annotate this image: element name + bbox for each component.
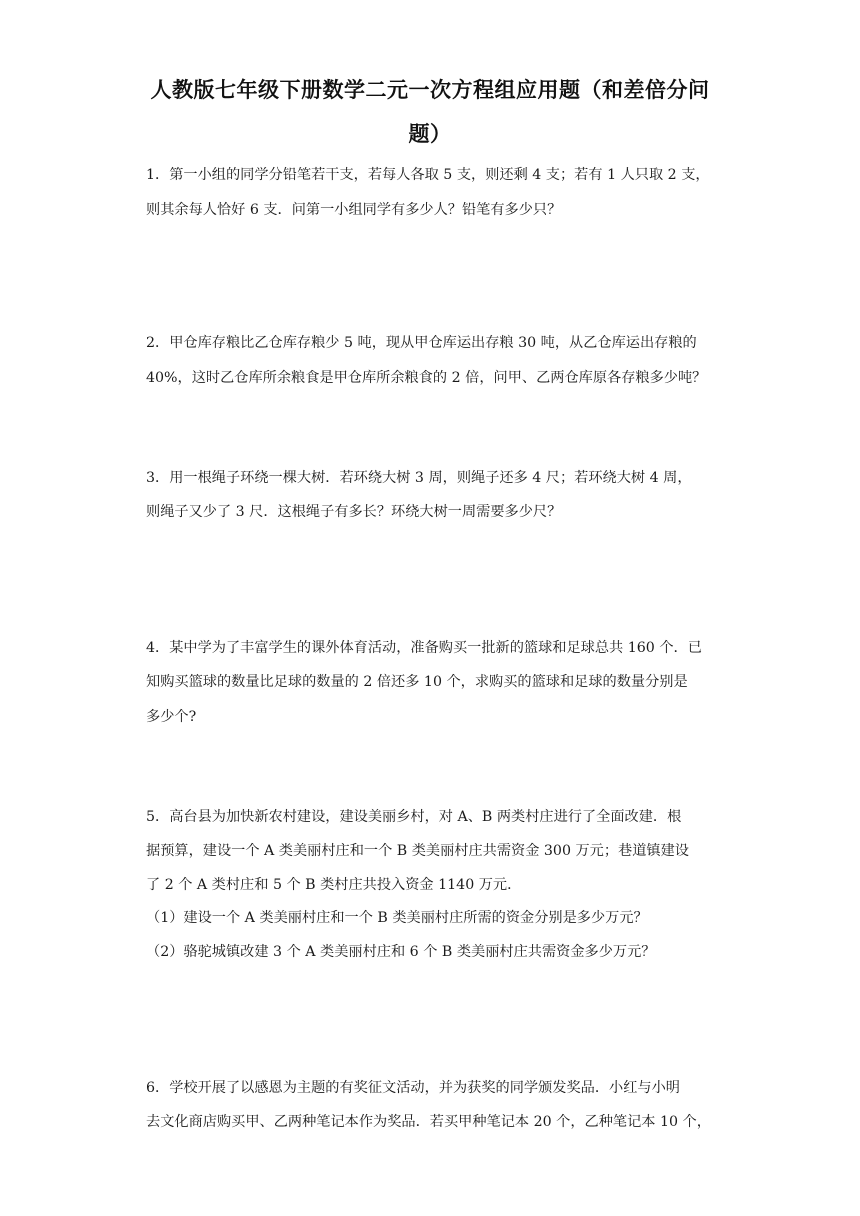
problem-5-subquestion-2: （2）骆驼城镇改建 3 个 A 类美丽村庄和 6 个 B 类美丽村庄共需资金多少万元？ [146, 944, 656, 960]
problem-1-line-1: 1．第一小组的同学分铅笔若干支，若每人各取 5 支，则还剩 4 支；若有 1 人只取 2 支， [146, 167, 710, 183]
problem-3-line-2: 则绳子又少了 3 尺．这根绳子有多长？环绕大树一周需要多少尺？ [146, 504, 562, 520]
problem-2-line-2: 40%，这时乙仓库所余粮食是甲仓库所余粮食的 2 倍，问甲、乙两仓库原各存粮多少吨？ [146, 370, 707, 386]
problem-2-line-1: 2．甲仓库存粮比乙仓库存粮少 5 吨，现从甲仓库运出存粮 30 吨，从乙仓库运出存粮的 [146, 335, 697, 351]
problem-5-line-3: 了 2 个 A 类村庄和 5 个 B 类村庄共投入资金 1140 万元． [146, 877, 522, 893]
problem-4-line-1: 4．某中学为了丰富学生的课外体育活动，准备购买一批新的篮球和足球总共 160 个．已 [146, 640, 702, 656]
problem-4-line-2: 知购买篮球的数量比足球的数量的 2 倍还多 10 个，求购买的篮球和足球的数量分别是 [146, 674, 688, 690]
problem-6-line-2: 去文化商店购买甲、乙两种笔记本作为奖品．若买甲种笔记本 20 个，乙种笔记本 10 个， [146, 1114, 711, 1130]
problem-3-line-1: 3．用一根绳子环绕一棵大树．若环绕大树 3 周，则绳子还多 4 尺；若环绕大树 4 周， [146, 470, 692, 486]
document-title-continued: 题） [408, 122, 452, 146]
problem-6-line-1: 6．学校开展了以感恩为主题的有奖征文活动，并为获奖的同学颁发奖品．小红与小明 [146, 1080, 680, 1096]
problem-5-line-2: 据预算，建设一个 A 类美丽村庄和一个 B 类美丽村庄共需资金 300 万元；巷道镇建设 [146, 843, 689, 859]
document-title: 人教版七年级下册数学二元一次方程组应用题（和差倍分问 [150, 78, 710, 102]
problem-4-line-3: 多少个? [146, 709, 197, 725]
problem-1-line-2: 则其余每人恰好 6 支．问第一小组同学有多少人？铅笔有多少只？ [146, 202, 562, 218]
problem-5-subquestion-1: （1）建设一个 A 类美丽村庄和一个 B 类美丽村庄所需的资金分别是多少万元？ [146, 910, 648, 926]
problem-5-line-1: 5．高台县为加快新农村建设，建设美丽乡村，对 A、B 两类村庄进行了全面改建．根 [146, 809, 682, 825]
